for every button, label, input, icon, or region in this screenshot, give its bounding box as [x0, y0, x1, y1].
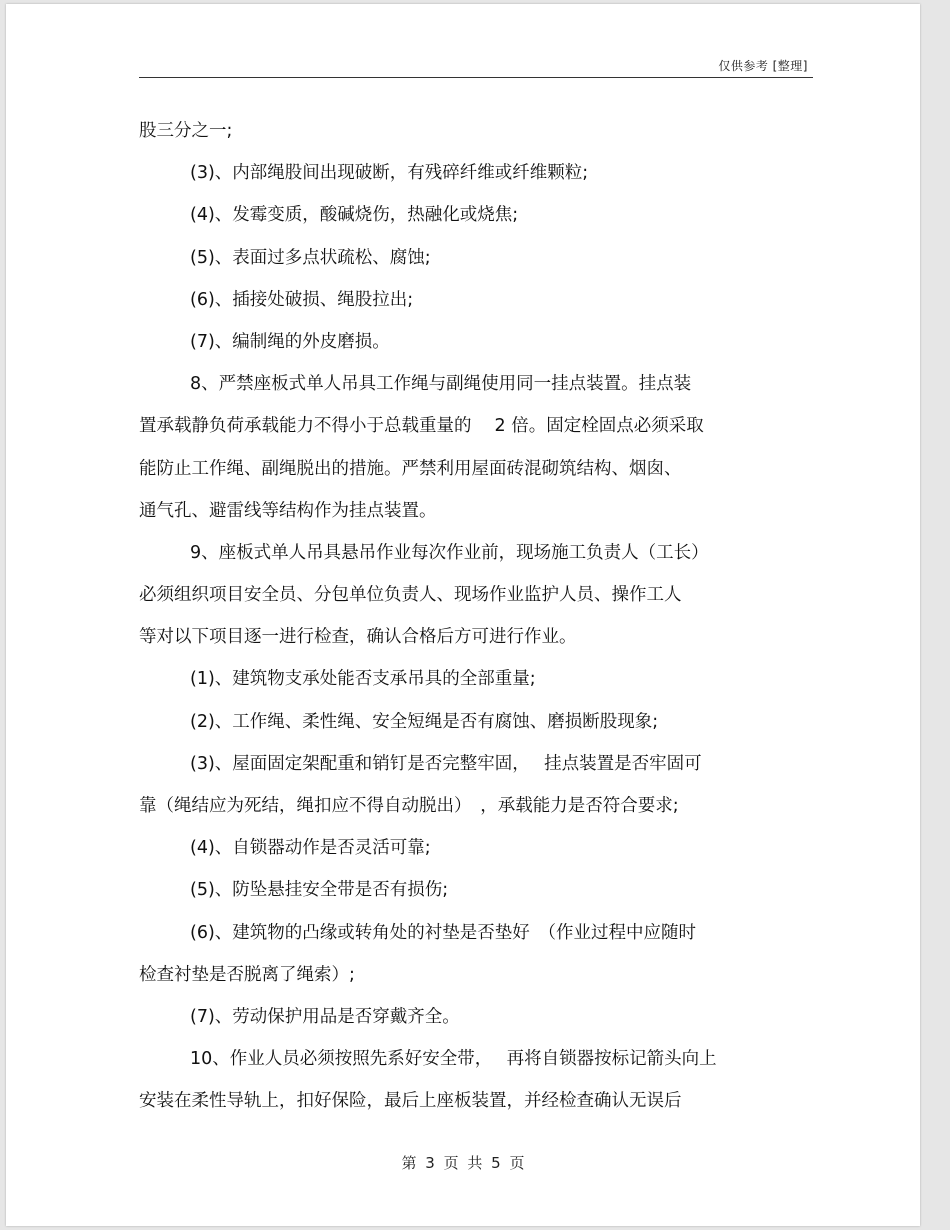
text-line: (7)、编制绳的外皮磨损。 [190, 331, 390, 352]
page-header: 仅供参考 [整理] [718, 59, 808, 73]
text-line: 必须组织项目安全员、分包单位负责人、现场作业监护人员、操作工人 [139, 585, 682, 606]
text-line: (3)、内部绳股间出现破断，有残碎纤维或纤维颗粒; [190, 163, 589, 184]
page-number-footer: 第 3 页 共 5 页 [401, 1154, 525, 1172]
text-line: (1)、建筑物支承处能否支承吊具的全部重量; [190, 669, 536, 690]
text-line: 9、座板式单人吊具悬吊作业每次作业前，现场施工负责人（工长） [190, 542, 709, 563]
text-line: 检查衬垫是否脱离了绳索）; [139, 964, 355, 985]
text-line: 安装在柔性导轨上，扣好保险，最后上座板装置，并经检查确认无误后 [139, 1091, 682, 1112]
text-line: 能防止工作绳、副绳脱出的措施。严禁利用屋面砖混砌筑结构、烟囱、 [139, 458, 682, 479]
text-line: (5)、表面过多点状疏松、腐蚀; [190, 247, 431, 268]
text-line: (4)、自锁器动作是否灵活可靠; [190, 838, 431, 859]
text-line: (3)、屋面固定架配重和销钉是否完整牢固， 挂点装置是否牢固可 [190, 753, 702, 774]
header-divider [139, 77, 813, 78]
text-line: 10、作业人员必须按照先系好安全带， 再将自锁器按标记箭头向上 [190, 1049, 717, 1070]
text-line: (7)、劳动保护用品是否穿戴齐全。 [190, 1006, 460, 1027]
document-page [6, 4, 920, 1226]
text-line: (4)、发霉变质，酸碱烧伤，热融化或烧焦; [190, 205, 519, 226]
text-line: 8、严禁座板式单人吊具工作绳与副绳使用同一挂点装置。挂点装 [190, 374, 692, 395]
text-line: 置承载静负荷承载能力不得小于总载重量的 2 倍。固定栓固点必须采取 [139, 416, 704, 437]
text-line: (5)、防坠悬挂安全带是否有损伤; [190, 880, 449, 901]
text-line: 靠（绳结应为死结，绳扣应不得自动脱出） ，承载能力是否符合要求; [139, 796, 679, 816]
document-body [139, 110, 819, 1123]
text-line: 等对以下项目逐一进行检查，确认合格后方可进行作业。 [139, 627, 577, 648]
text-line: (6)、建筑物的凸缘或转角处的衬垫是否垫好 （作业过程中应随时 [190, 922, 697, 943]
text-line: 通气孔、避雷线等结构作为挂点装置。 [139, 500, 437, 521]
text-line: (2)、工作绳、柔性绳、安全短绳是否有腐蚀、磨损断股现象; [190, 711, 659, 732]
text-line: 股三分之一; [139, 121, 233, 141]
text-line: (6)、插接处破损、绳股拉出; [190, 289, 414, 310]
